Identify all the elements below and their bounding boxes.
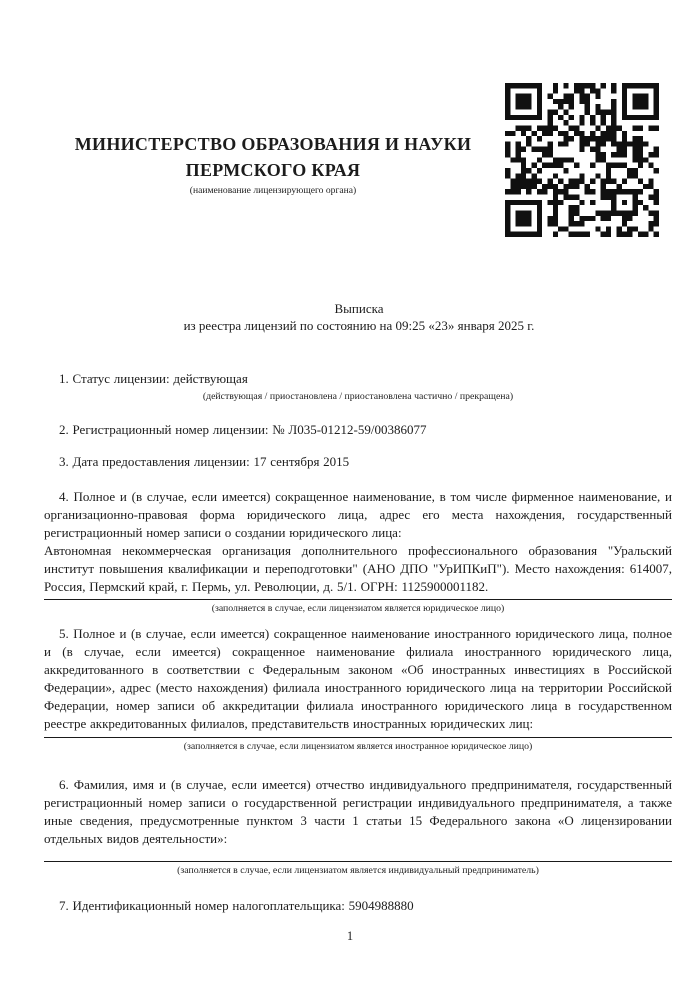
individual-entrepreneur-label: 6. Фамилия, имя и (в случае, если имеется) отчество индивидуального предпринимателя, государственный регистрационный номер записи о государственной регистрации индивидуального предпринимателя, а также иные сведения, предусмотренные пунктом 3 части 1 статьи 15 Федерального закона «О лицензировании отдельных видов деятельности»: [44, 777, 672, 846]
status-options-note: (действующая / приостановлена / приостановлена частично / прекращена) [202, 391, 514, 402]
ministry-name-line-2: ПЕРМСКОГО КРАЯ [185, 160, 361, 180]
legal-entity-fill-line [44, 599, 672, 600]
licensing-authority-caption: (наименование лицензирующего органа) [189, 185, 357, 196]
license-grant-date-text: 3. Дата предоставления лицензии: 17 сентября 2015 [59, 454, 350, 469]
qr-code [505, 83, 659, 237]
foreign-entity-note: (заполняется в случае, если лицензиатом является иностранное юридическое лицо) [183, 741, 533, 752]
field-license-grant-date [44, 453, 672, 471]
legal-entity-label: 4. Полное и (в случае, если имеется) сокращенное наименование, в том числе фирменное наименование, и организационно-правовая форма юридического лица, адрес его места нахождения, государственный регистрационный номер записи о создании юридического лица: [44, 489, 672, 540]
legal-entity-note: (заполняется в случае, если лицензиатом является юридическое лицо) [211, 603, 505, 614]
document-title-line-1: Выписка [334, 301, 384, 316]
field-legal-entity [44, 488, 672, 615]
registration-number-text: 2. Регистрационный номер лицензии: № Л035-01212-59/00386077 [59, 422, 427, 437]
document-title-line-2: из реестра лицензий по состоянию на 09:25 «23» января 2025 г. [183, 318, 535, 333]
foreign-entity-fill-line [44, 737, 672, 738]
individual-entrepreneur-fill-line [44, 861, 672, 862]
field-foreign-entity [44, 625, 672, 753]
page-number: 1 [346, 929, 354, 943]
ministry-name-line-1: МИНИСТЕРСТВО ОБРАЗОВАНИЯ И НАУКИ [74, 134, 472, 154]
document-title [44, 300, 674, 334]
legal-entity-value: Автономная некоммерческая организация дополнительного профессионального образования "Уральский институт повышения квалификации и переподготовки" (АНО ДПО "УрИПКиП"). Место нахождения: 614007, Россия, Пермский край, г. Пермь, ул. Революции, д. 5/1. ОГРН: 1125900001182. [44, 543, 672, 594]
field-taxpayer-number [44, 897, 672, 915]
individual-entrepreneur-note: (заполняется в случае, если лицензиатом является индивидуальный предприниматель) [177, 865, 539, 876]
field-license-status [44, 370, 672, 403]
document-header [38, 131, 508, 197]
taxpayer-number-text: 7. Идентификационный номер налогоплательщика: 5904988880 [59, 898, 414, 913]
field-individual-entrepreneur [44, 776, 672, 877]
field-registration-number [44, 421, 672, 439]
license-status-text: 1. Статус лицензии: действующая [59, 371, 248, 386]
foreign-entity-label: 5. Полное и (в случае, если имеется) сокращенное наименование иностранного юридического лица, полное и (в случае, если имеется) сокращенное наименование филиала иностранного юридического лица, аккредитованного в соответствии с Федеральным законом «Об иностранных инвестициях в Российской Федерации», адрес (место нахождения) филиала иностранного юридического лица на территории Российской Федерации, номер записи об аккредитации филиала иностранного юридического лица в государственном реестре аккредитованных филиалов, представительств иностранных юридических лиц: [44, 626, 672, 731]
